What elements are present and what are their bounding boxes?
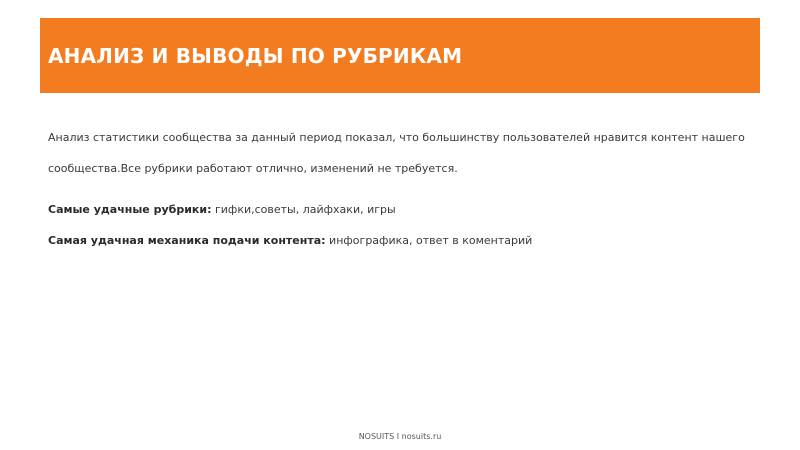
best-rubrics-label: Самые удачные рубрики: bbox=[48, 203, 212, 216]
footer-credit: NOSUITS I nosuits.ru bbox=[358, 432, 442, 441]
content-body bbox=[48, 122, 760, 256]
best-mechanic-value: инфографика, ответ в коментарий bbox=[325, 234, 533, 247]
best-rubrics-value: гифки,советы, лайфхаки, игры bbox=[211, 203, 396, 216]
page-title: АНАЛИЗ И ВЫВОДЫ ПО РУБРИКАМ bbox=[48, 43, 463, 68]
intro-paragraph: Анализ статистики сообщества за данный период показал, что большинству пользователей нравится контент нашего сообщества.Все рубрики работают отлично, изменений не требуется. bbox=[48, 131, 745, 175]
best-rubrics-line bbox=[48, 194, 760, 225]
best-mechanic-label: Самая удачная механика подачи контента: bbox=[48, 234, 326, 247]
best-mechanic-line bbox=[48, 225, 760, 256]
title-bar bbox=[40, 18, 760, 93]
